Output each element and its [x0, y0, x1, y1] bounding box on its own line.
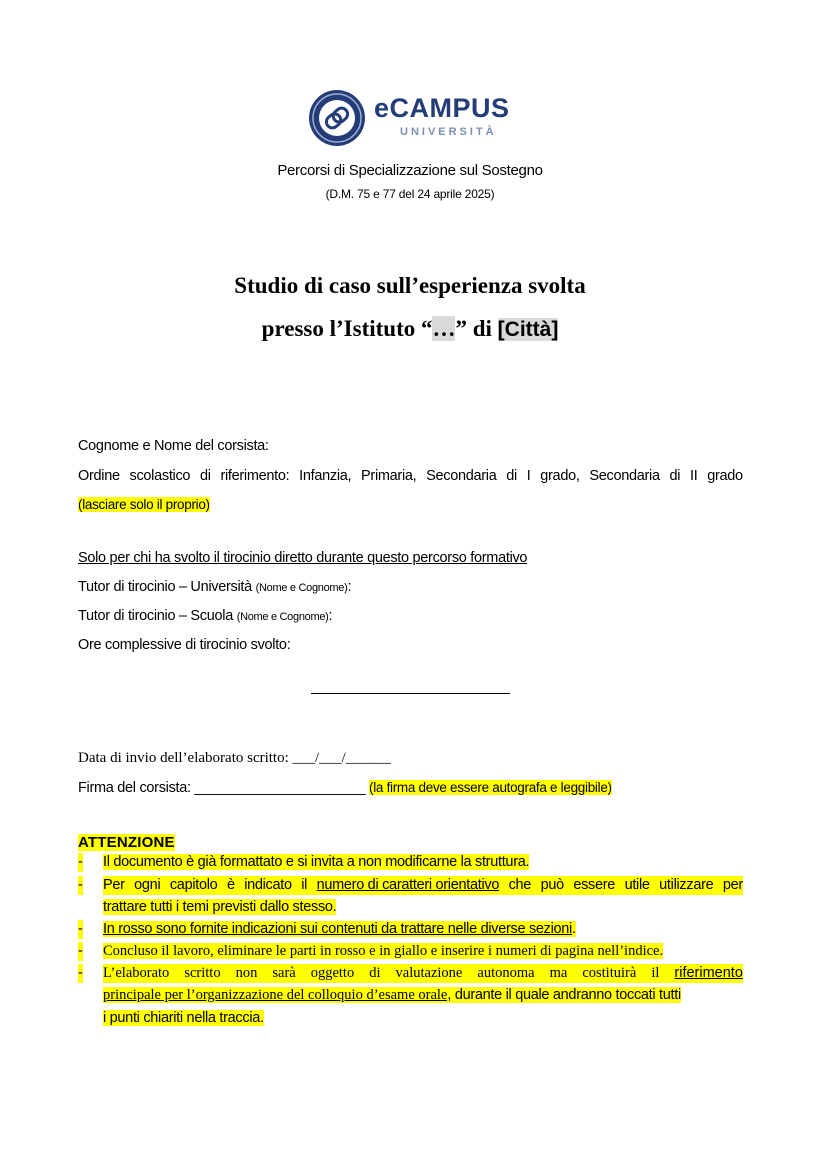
tirocinio-heading: Solo per chi ha svolto il tirocinio diretto durante questo percorso formativo	[78, 550, 528, 566]
total-hours-label: Ore complessive di tirocinio svolto:	[78, 637, 291, 653]
signature-line	[311, 693, 510, 694]
document-page: eCAMPUS UNIVERSITÀ Percorsi di Specializzazione sul Sostegno (D.M. 75 e 77 del 24 aprile 2025) Studio di caso sull’esperienza svolta presso l’Istituto “…” di [Città] Cognome e Nome del corsista: Ordine scolastico di riferimento: Infanzia, Primaria, Secondaria di I grado, Secondaria di II grado (lasciare solo il proprio) Solo per chi ha svolto il tirocinio diretto durante questo percorso formativo Tutor di tirocinio – Università (Nome e Cognome): Tutor di tirocinio – Scuola (Nome e Cognome): Ore complessive di tirocinio svolto: Data di invio dell’elaborato scritto: ___/___/______ Firma del corsista: ______________________ (la firma deve essere autografa e leggibile) ATTENZIONE - Il documento è già formattato e si invita a non modificarne la struttura. - Per ogni capitolo è indicato il numero di caratteri orientativo che può essere utile utilizzare per trattare tutti i temi previsti dallo stesso. - In rosso sono fornite indicazioni sui contenuti da trattare nelle diverse sezioni. - Concluso il lavoro, eliminare le parti in rosso e in giallo e inserire i numeri di pagina nell’indice. - L’elaborato scritto non sarà oggetto di valutazione autonoma ma costituirà il riferimento principale per l’organizzazione del colloquio d’esame orale, durante il quale andranno toccati tutti i punti chiariti nella traccia.	[0, 0, 820, 1160]
logo-wordmark: eCAMPUS	[374, 93, 510, 123]
ecampus-emblem-icon	[308, 89, 366, 147]
logo-subtitle: UNIVERSITÀ	[400, 126, 497, 138]
signature-note: (la firma deve essere autografa e leggibile)	[369, 780, 612, 795]
tutor-university-label: Tutor di tirocinio – Università (Nome e Cognome):	[78, 579, 352, 595]
submission-date-label: Data di invio dell’elaborato scritto: ___/___/______	[78, 750, 391, 766]
student-name-label: Cognome e Nome del corsista:	[78, 438, 269, 454]
school-order-line: Ordine scolastico di riferimento: Infanzia, Primaria, Secondaria di I grado, Secondaria di II grado	[78, 468, 743, 484]
document-title-line1: Studio di caso sull’esperienza svolta	[234, 273, 586, 298]
ecampus-logo	[308, 88, 518, 150]
tutor-school-label: Tutor di tirocinio – Scuola (Nome e Cognome):	[78, 608, 333, 624]
city-placeholder: [Città]	[497, 318, 559, 341]
student-signature-label: Firma del corsista: ______________________ (la firma deve essere autografa e leggibile)	[78, 780, 612, 796]
decree-reference: (D.M. 75 e 77 del 24 aprile 2025)	[325, 187, 495, 201]
document-title-line2: presso l’Istituto “…” di [Città]	[261, 316, 559, 341]
school-order-note: (lasciare solo il proprio)	[78, 497, 210, 512]
institute-placeholder: …	[432, 316, 456, 341]
program-title: Percorsi di Specializzazione sul Sostegno	[277, 162, 543, 179]
attention-title: ATTENZIONE	[78, 834, 175, 851]
